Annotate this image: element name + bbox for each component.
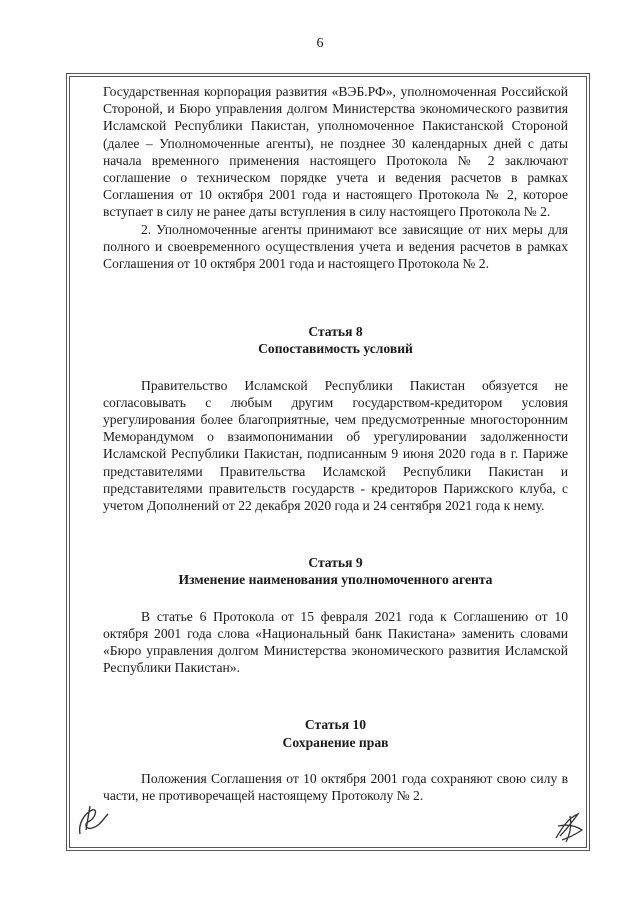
article-10-title: Сохранение прав	[282, 734, 389, 750]
article-9-title: Изменение наименования уполномоченного агента	[178, 572, 493, 588]
article-8-text: Правительство Исламской Республики Пакистан обязуется не согласовывать с любым другим государством-кредитором условия урегулирования более благоприятные, чем предусмотренные многосторонним Меморандумом о взаимопонимании об урегулировании задолженности Исламской Республики Пакистан, подписанным 9 июня 2020 года в г. Париже представителями Правительства Исламской Республики Пакистан и представителями правительств государств - кредиторов Парижского клуба, с учетом Дополнений от 22 декабря 2020 года и 24 сентября 2021 года к нему.	[103, 377, 568, 514]
page-number: 6	[316, 36, 324, 51]
article-8-number: Статья 8	[308, 324, 363, 340]
initials-signature-left	[74, 800, 114, 840]
article-10-number: Статья 10	[304, 717, 367, 733]
article-8-title: Сопоставимость условий	[258, 341, 413, 357]
paragraph-agents-measures: 2. Уполномоченные агенты принимают все зависящие от них меры для полного и своевременного осуществления учета и ведения расчетов в рамках Соглашения от 10 октября 2001 года и настоящего Протокола № 2.	[103, 221, 568, 272]
paragraph-agents-agreement: Государственная корпорация развития «ВЭБ.РФ», уполномоченная Российской Стороной, и Бюро управления долгом Министерства экономического развития Исламской Республики Пакистан, уполномоченное Пакистанской Стороной (далее – Уполномоченные агенты), не позднее 30 календарных дней с даты начала временного применения настоящего Протокола № 2 заключают соглашение о техническом порядке учета и ведения расчетов в рамках Соглашения от 10 октября 2001 года и настоящего Протокола № 2, которое вступает в силу не ранее даты вступления в силу настоящего Протокола № 2.	[103, 84, 568, 220]
article-10-text: Положения Соглашения от 10 октября 2001 года сохраняют свою силу в части, не противоречащей настоящему Протоколу № 2.	[103, 770, 568, 804]
document-body	[103, 83, 568, 804]
article-9-text: В статье 6 Протокола от 15 февраля 2021 года к Соглашению от 10 октября 2001 года слова «Национальный банк Пакистана» заменить словами «Бюро управления долгом Министерства экономического развития Исламской Республики Пакистан».	[103, 608, 568, 676]
article-9-number: Статья 9	[308, 555, 363, 571]
initials-signature-right	[548, 808, 588, 844]
